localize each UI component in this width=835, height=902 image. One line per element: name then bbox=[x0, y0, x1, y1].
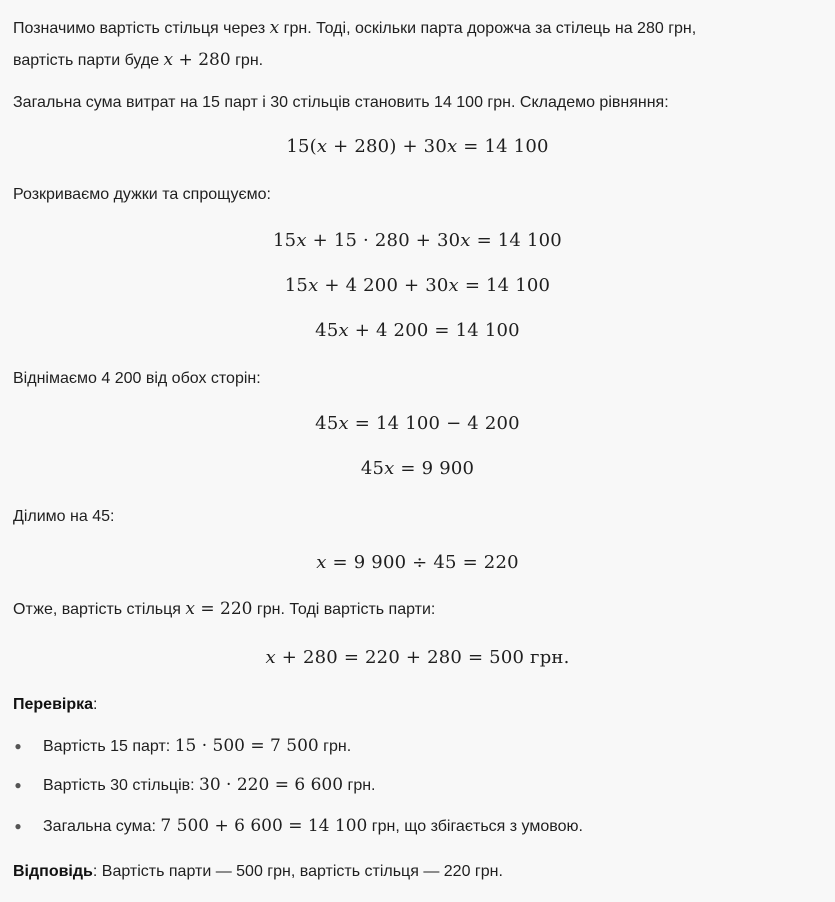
result-text: Отже, вартість стільця bbox=[13, 601, 186, 618]
answer-heading: Відповідь bbox=[13, 863, 93, 880]
answer-line bbox=[13, 855, 827, 888]
intro-line-1 bbox=[13, 12, 827, 45]
list-item-label: Вартість 15 парт: bbox=[43, 738, 175, 755]
list-item-label: Загальна сума: bbox=[43, 818, 161, 835]
equation-7: x = 9 900 ÷ 45 = 220 bbox=[316, 552, 519, 573]
result-text-tail: грн. Тоді вартість парти: bbox=[252, 601, 436, 618]
list-item bbox=[43, 810, 827, 843]
check-heading-line bbox=[13, 688, 827, 721]
equation-3: 15x + 4 200 + 30x = 14 100 bbox=[284, 275, 551, 296]
equation-5: 45x = 14 100 − 4 200 bbox=[315, 413, 520, 434]
bullet-icon: ● bbox=[14, 739, 22, 753]
bullet-icon: ● bbox=[14, 778, 22, 792]
answer-text: : Вартість парти — 500 грн, вартість стільця — 220 грн. bbox=[92, 863, 503, 880]
list-item bbox=[43, 730, 827, 763]
intro-text-cont: грн. Тоді, оскільки парта дорожча за стілець на 280 грн, bbox=[279, 20, 697, 37]
bullet-icon: ● bbox=[14, 819, 22, 833]
equation-8: x + 280 = 220 + 280 = 500 грн. bbox=[265, 647, 570, 668]
inline-math: x = 220 bbox=[185, 599, 253, 619]
intro-text-2-tail: грн. bbox=[230, 52, 264, 69]
paragraph-subtract: Віднімаємо 4 200 від обох сторін: bbox=[13, 370, 261, 387]
equation-6: 45x = 9 900 bbox=[360, 458, 475, 479]
equation-1: 15(x + 280) + 30x = 14 100 bbox=[286, 136, 549, 157]
inline-math: x bbox=[269, 18, 280, 38]
equation-2: 15x + 15 · 280 + 30x = 14 100 bbox=[273, 230, 562, 251]
list-item-tail: грн. bbox=[343, 777, 376, 794]
inline-math: 30 · 220 = 6 600 bbox=[199, 775, 344, 795]
list-item-tail: грн. bbox=[318, 738, 352, 755]
paragraph-divide: Ділимо на 45: bbox=[13, 508, 115, 525]
equation-4: 45x + 4 200 = 14 100 bbox=[315, 320, 520, 341]
paragraph-result bbox=[13, 593, 827, 626]
inline-math: 7 500 + 6 600 = 14 100 bbox=[160, 816, 368, 836]
intro-text-2: вартість парти буде bbox=[13, 52, 164, 69]
check-heading: Перевірка bbox=[13, 696, 94, 713]
paragraph-expand: Розкриваємо дужки та спрощуємо: bbox=[13, 186, 271, 203]
inline-math: x + 280 bbox=[163, 50, 231, 70]
check-colon: : bbox=[93, 696, 98, 713]
list-item bbox=[43, 769, 827, 802]
intro-line-2 bbox=[13, 44, 827, 77]
paragraph-total: Загальна сума витрат на 15 парт і 30 стільців становить 14 100 грн. Складемо рівняння: bbox=[13, 94, 669, 111]
intro-text: Позначимо вартість стільця через bbox=[13, 20, 270, 37]
inline-math: 15 · 500 = 7 500 bbox=[174, 736, 319, 756]
list-item-label: Вартість 30 стільців: bbox=[43, 777, 200, 794]
list-item-tail: грн, що збігається з умовою. bbox=[367, 818, 583, 835]
